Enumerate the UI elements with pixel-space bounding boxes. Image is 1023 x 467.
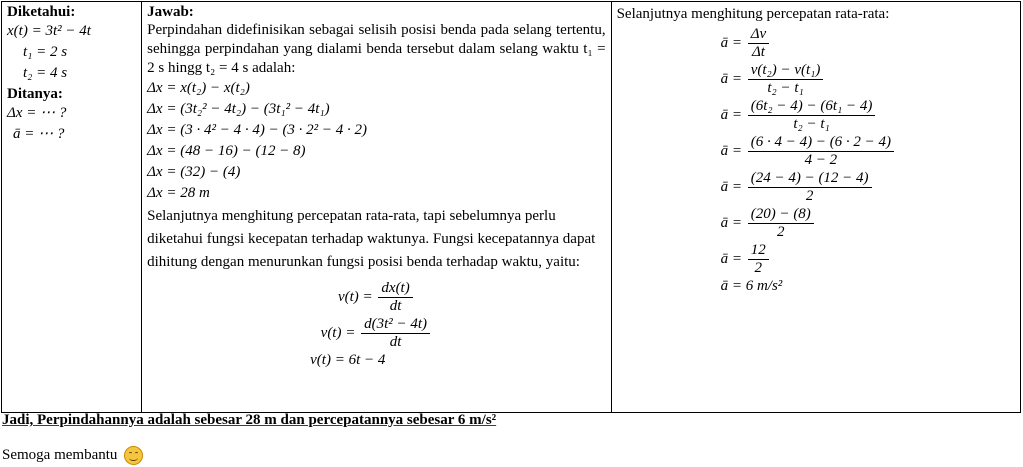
- asked-acceleration: ā = ⋯ ?: [13, 126, 65, 142]
- displacement-step: Δx = (48 − 16) − (12 − 8): [147, 143, 306, 159]
- fraction: [748, 62, 824, 97]
- eq-lhs: v(t) =: [337, 288, 373, 305]
- fraction-denominator: dt: [389, 334, 402, 350]
- displacement-step: Δx = (3t₂² − 4t₂) − (3t₁² − 4t₁): [147, 101, 330, 117]
- velocity-derivation: [147, 280, 605, 369]
- fraction: [748, 134, 894, 169]
- fraction-numerator: v(t₂) − v(t₁): [748, 62, 824, 80]
- fraction-denominator: 2: [754, 260, 762, 276]
- acceleration-step: [721, 206, 1015, 241]
- answer-header: Jawab:: [147, 4, 194, 20]
- velocity-eq-1: [147, 280, 605, 315]
- fraction-numerator: dx(t): [378, 280, 412, 298]
- fraction-denominator: t₂ − t₁: [793, 116, 830, 132]
- fraction: [378, 280, 412, 315]
- fraction-denominator: 4 − 2: [804, 152, 838, 168]
- displacement-result: Δx = 28 m: [147, 185, 210, 201]
- acceleration-step: [721, 242, 1015, 277]
- eq-lhs: ā =: [720, 178, 742, 195]
- velocity-result: v(t) = 6t − 4: [310, 352, 386, 368]
- fraction-numerator: d(3t² − 4t): [361, 316, 430, 334]
- closing-line: [2, 446, 143, 465]
- given-column: [2, 2, 142, 413]
- acceleration-derivation: [617, 26, 1015, 295]
- acceleration-column: [611, 2, 1020, 413]
- answer-column: [142, 2, 611, 413]
- displacement-step: Δx = (3 · 4² − 4 · 4) − (3 · 2² − 4 · 2): [147, 122, 368, 138]
- displacement-step: Δx = (32) − (4): [147, 164, 241, 180]
- acceleration-step: [721, 98, 1015, 133]
- displacement-step: Δx = x(t₂) − x(t₂): [147, 80, 250, 96]
- fraction-numerator: (20) − (8): [748, 206, 814, 224]
- fraction-denominator: 2: [805, 188, 814, 204]
- eq-lhs: ā =: [720, 34, 742, 51]
- smiling-face-icon: [124, 446, 143, 465]
- answer-intro: Perpindahan didefinisikan sebagai selisih posisi benda pada selang tertentu, sehingga perpindahan yang dialami benda tersebut dalam selang waktu t₁ = 2 s hingg t₂ = 4 s adalah:: [147, 22, 606, 76]
- acceleration-step: [721, 62, 1015, 97]
- eq-lhs: ā =: [720, 250, 742, 267]
- eq-lhs: ā =: [720, 106, 742, 123]
- given-t2: t₂ = 4 s: [23, 65, 68, 81]
- acceleration-step: [721, 170, 1015, 205]
- closing-text: Semoga membantu: [2, 446, 118, 463]
- fraction-numerator: (6t₂ − 4) − (6t₁ − 4): [748, 98, 876, 116]
- fraction-denominator: 2: [777, 224, 785, 240]
- eq-lhs: ā =: [720, 142, 742, 159]
- acceleration-result: ā = 6 m/s²: [720, 278, 783, 294]
- eq-lhs: v(t) =: [320, 324, 356, 341]
- fraction: [748, 26, 769, 61]
- fraction: [748, 206, 814, 241]
- given-t1: t₁ = 2 s: [23, 44, 68, 60]
- fraction-denominator: dt: [389, 298, 402, 314]
- fraction-numerator: (6 · 4 − 4) − (6 · 2 − 4): [748, 134, 894, 152]
- fraction-numerator: Δv: [748, 26, 769, 44]
- fraction-numerator: (24 − 4) − (12 − 4): [748, 170, 872, 188]
- fraction-numerator: 12: [748, 242, 769, 260]
- fraction: [361, 316, 430, 351]
- fraction: [748, 170, 872, 205]
- given-header: Diketahui:: [7, 4, 76, 20]
- fraction: [748, 242, 769, 277]
- conclusion: Jadi, Perpindahannya adalah sebesar 28 m dan percepatannya sebesar 6 m/s²: [2, 412, 497, 428]
- asked-displacement: Δx = ⋯ ?: [7, 105, 67, 121]
- fraction-denominator: t₂ − t₁: [767, 80, 804, 96]
- acceleration-intro: Selanjutnya menghitung percepatan rata-rata:: [616, 6, 890, 22]
- fraction: [748, 98, 876, 133]
- acceleration-step: [721, 134, 1015, 169]
- eq-lhs: ā =: [720, 70, 742, 87]
- given-function: x(t) = 3t² − 4t: [7, 23, 91, 39]
- velocity-eq-2: [147, 316, 605, 351]
- eq-lhs: ā =: [720, 214, 742, 231]
- acceleration-step: [721, 26, 1015, 61]
- velocity-explanation: Selanjutnya menghitung percepatan rata-rata, tapi sebelumnya perlu diketahui fungsi kecepatan terhadap waktunya. Fungsi kecepatannya dapat dihitung dengan menurunkan fungsi posisi benda terhadap waktu, yaitu:: [147, 208, 596, 270]
- fraction-denominator: Δt: [751, 44, 765, 60]
- asked-header: Ditanya:: [7, 86, 63, 102]
- solution-table: [1, 1, 1021, 413]
